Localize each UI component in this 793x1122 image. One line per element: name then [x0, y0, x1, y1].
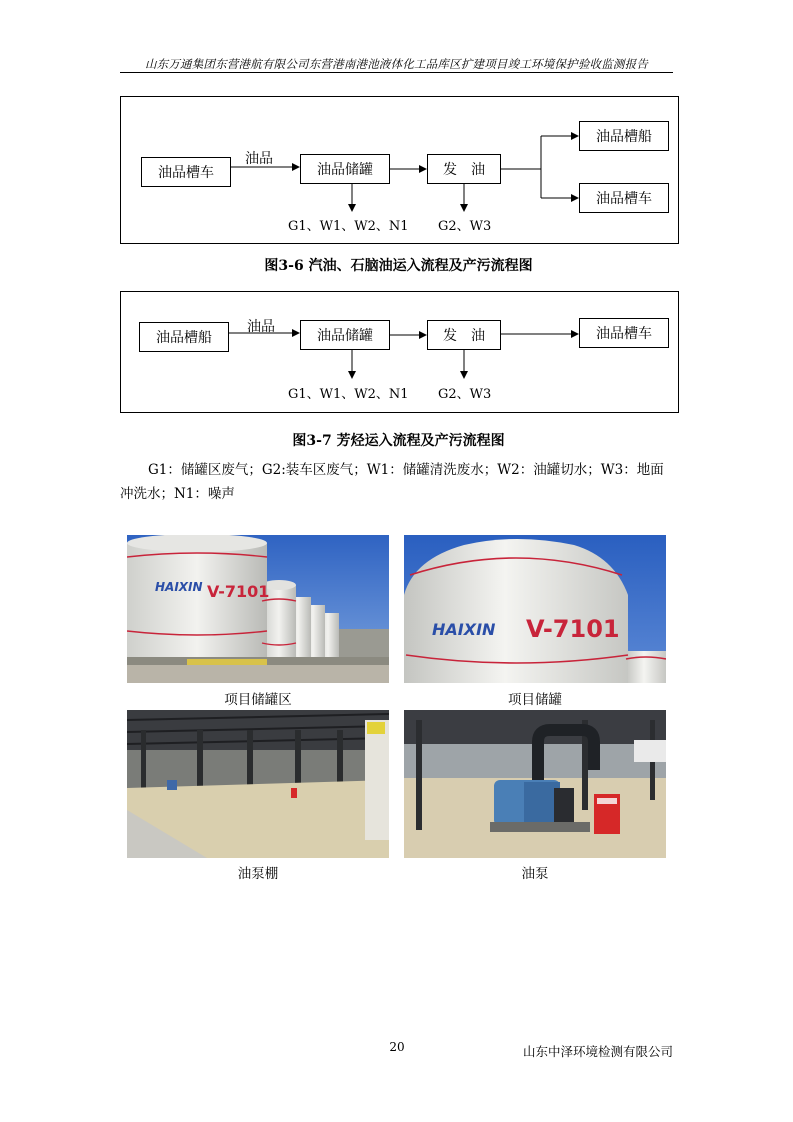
brand-logo-photo2: HAIXIN — [432, 620, 496, 639]
footer-company: 山东中泽环境检测有限公司 — [522, 1044, 673, 1059]
dispatch-box-2: 发 油 — [427, 320, 501, 350]
figure-3-6-caption: 图3-6 汽油、石脑油运入流程及产污流程图 — [264, 258, 533, 274]
emission-label-dispatch: G2、W3 — [438, 219, 492, 234]
figure-3-7-caption: 图3-7 芳烃运入流程及产污流程图 — [292, 433, 505, 449]
destination-box-truck-2: 油品槽车 — [579, 318, 669, 348]
emission-legend-paragraph — [120, 458, 676, 506]
photo-caption-tank-farm: 项目储罐区 — [224, 692, 292, 708]
brand-logo-photo1: HAIXIN — [155, 580, 203, 594]
page-number: 20 — [389, 1040, 405, 1054]
tank-label-photo1: V-7101 — [207, 582, 270, 601]
emission-label-storage-2: G1、W1、W2、N1 — [288, 387, 409, 402]
arrow-label-oil-2: 油品 — [247, 319, 275, 335]
emission-label-storage: G1、W1、W2、N1 — [288, 219, 409, 234]
photo-oil-pump — [404, 710, 666, 858]
emission-label-dispatch-2: G2、W3 — [438, 387, 492, 402]
destination-box-truck: 油品槽车 — [579, 183, 669, 213]
photo-caption-oil-pump: 油泵 — [521, 866, 549, 882]
photo-caption-pump-shed: 油泵棚 — [237, 866, 279, 882]
storage-tank-box: 油品储罐 — [300, 154, 390, 184]
photo-caption-storage-tank: 项目储罐 — [508, 692, 562, 708]
source-box-tanker-ship: 油品槽船 — [139, 322, 229, 352]
emission-legend-text: G1：储罐区废气；G2:装车区废气；W1：储罐清洗废水；W2：油罐切水；W3：地面冲洗水；N1：噪声 — [120, 462, 664, 502]
tank-label-photo2: V-7101 — [526, 615, 620, 643]
storage-tank-box-2: 油品储罐 — [300, 320, 390, 350]
report-header: 山东万通集团东营港航有限公司东营港南港池液体化工品库区扩建项目竣工环境保护验收监测报告 — [144, 57, 649, 71]
photo-pump-shed — [127, 710, 389, 858]
photo-storage-tank — [404, 535, 666, 683]
photo-tank-farm — [127, 535, 389, 683]
source-box-tanker-truck: 油品槽车 — [141, 157, 231, 187]
arrow-label-oil: 油品 — [245, 151, 273, 167]
dispatch-box: 发 油 — [427, 154, 501, 184]
destination-box-ship: 油品槽船 — [579, 121, 669, 151]
